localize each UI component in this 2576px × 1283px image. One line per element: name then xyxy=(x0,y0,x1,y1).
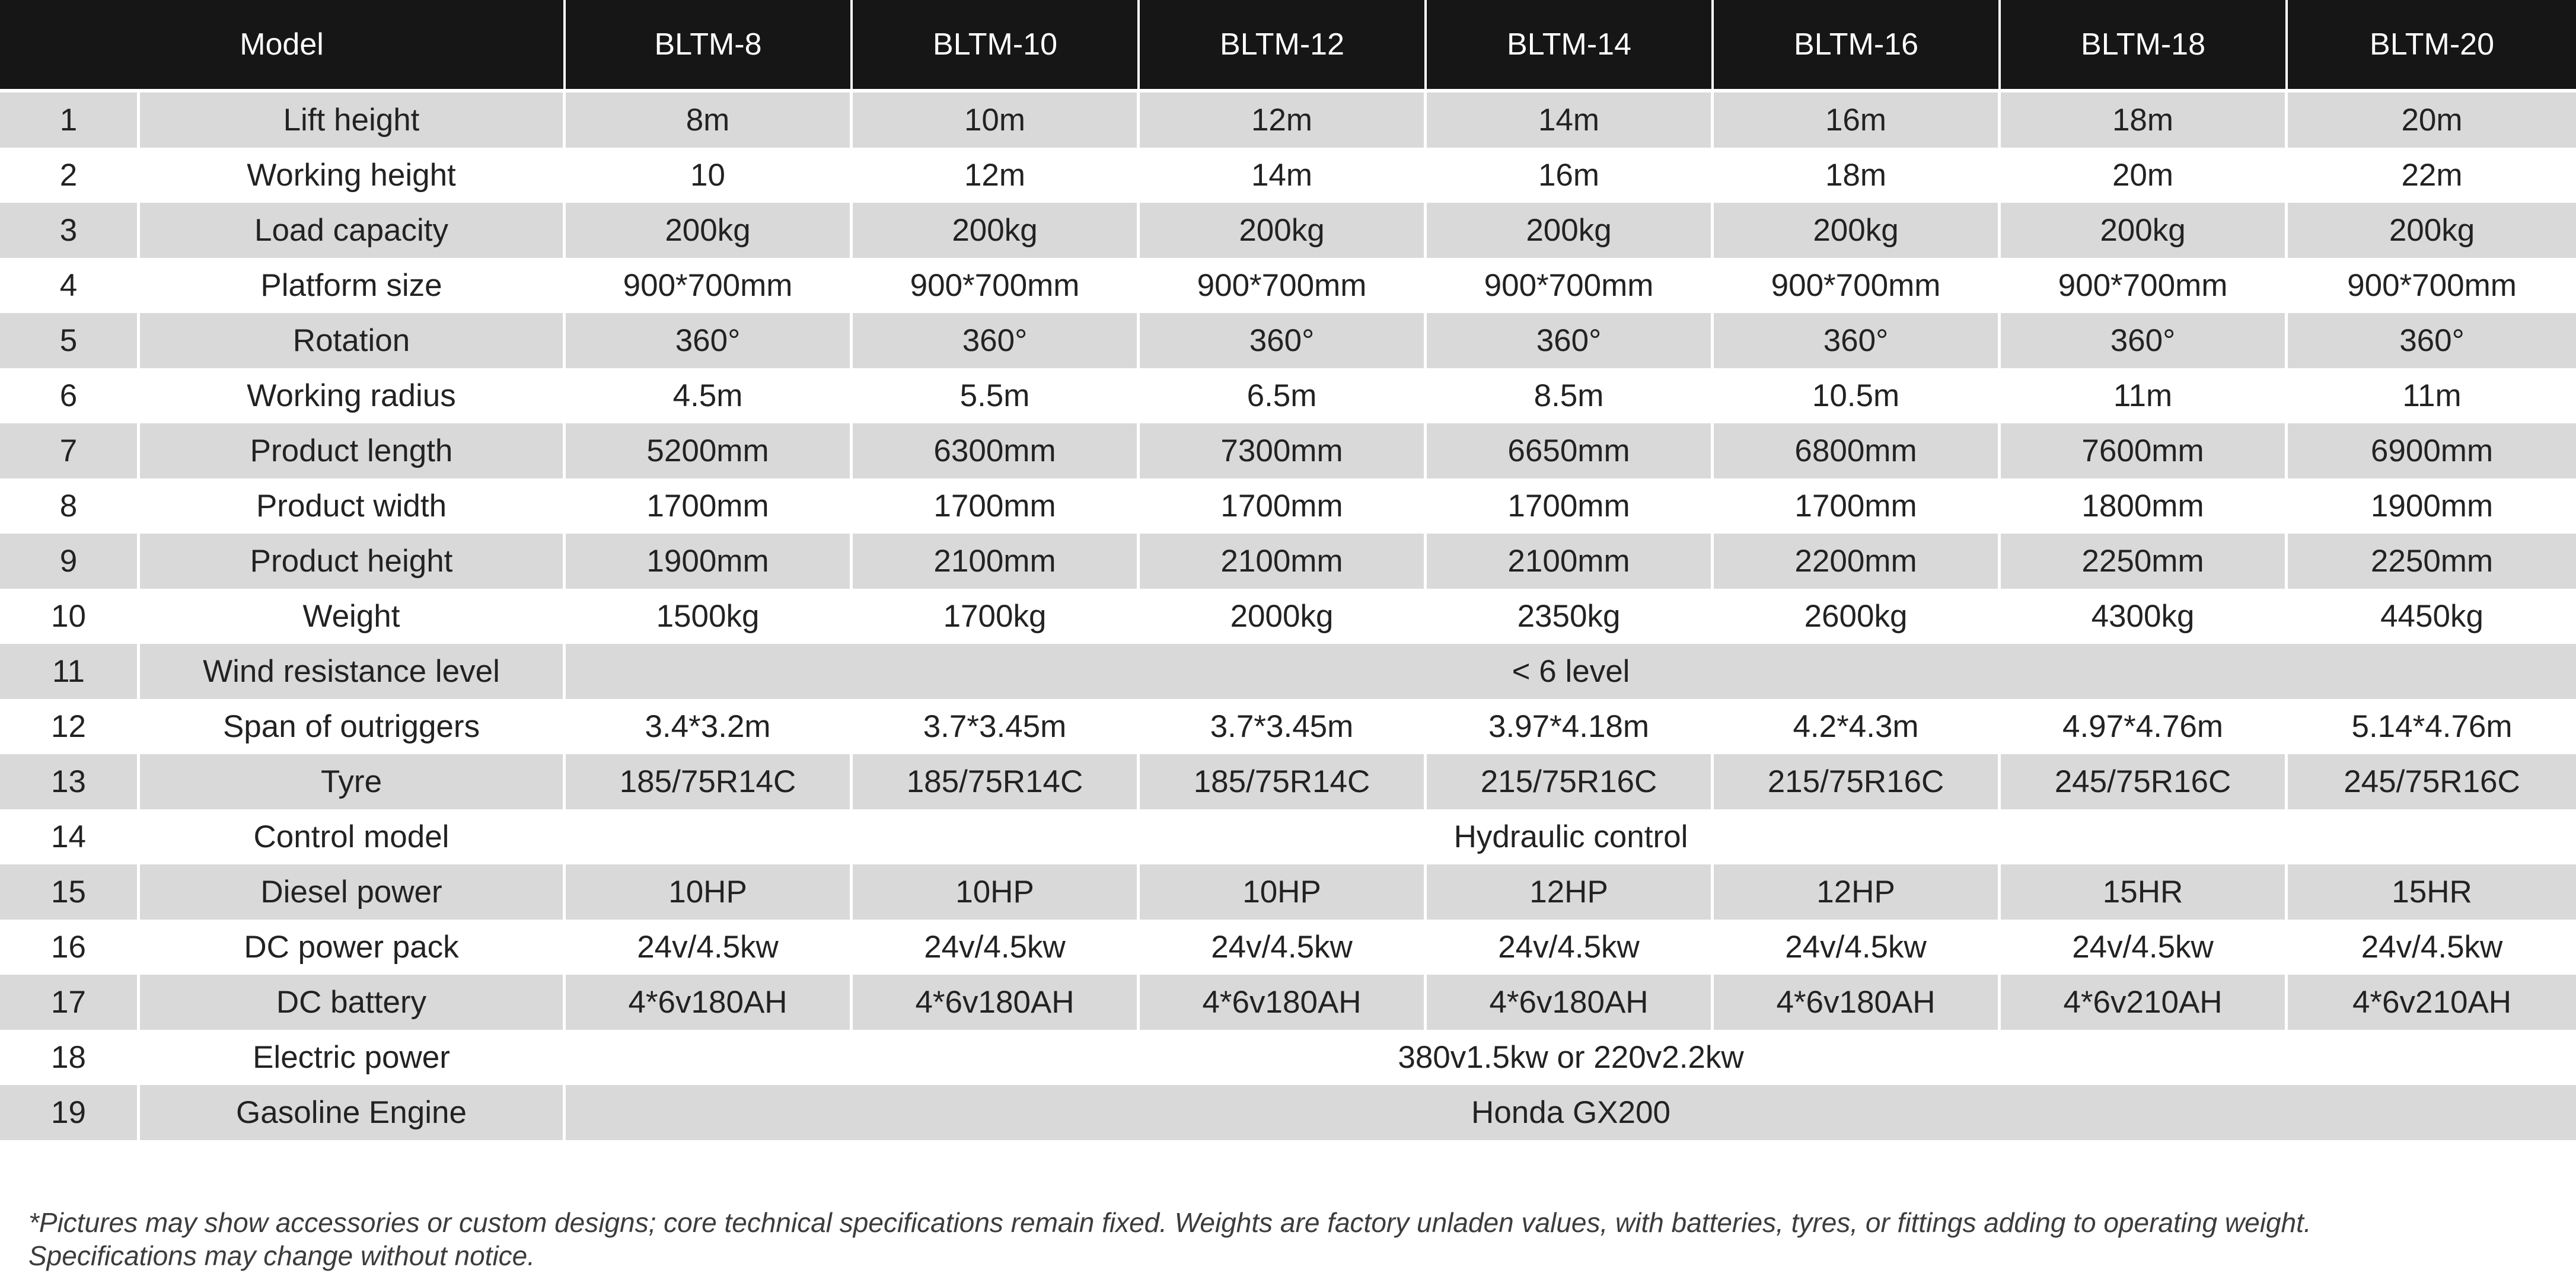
value-cell: 2600kg xyxy=(1714,589,2001,644)
value-cell: 900*700mm xyxy=(566,258,853,313)
value-cell: 1700mm xyxy=(1427,478,1714,534)
value-cell: 900*700mm xyxy=(1140,258,1427,313)
footnote-line: Specifications may change without notice. xyxy=(28,1240,535,1271)
header-row xyxy=(0,0,2576,92)
row-label: Tyre xyxy=(140,754,566,809)
row-label: DC power pack xyxy=(140,920,566,975)
value-cell: 24v/4.5kw xyxy=(2001,920,2288,975)
table-row xyxy=(0,1085,2576,1140)
value-cell: 4*6v180AH xyxy=(566,975,853,1030)
model-column-header: BLTM-10 xyxy=(853,0,1140,92)
value-cell: 12HP xyxy=(1714,864,2001,920)
row-number: 1 xyxy=(0,92,140,148)
table-row xyxy=(0,258,2576,313)
row-number: 12 xyxy=(0,699,140,754)
row-label: Product length xyxy=(140,423,566,478)
row-number: 7 xyxy=(0,423,140,478)
value-cell: 185/75R14C xyxy=(1140,754,1427,809)
value-cell: 3.7*3.45m xyxy=(853,699,1140,754)
value-cell: 4450kg xyxy=(2288,589,2576,644)
row-label: Rotation xyxy=(140,313,566,368)
value-cell: 360° xyxy=(2288,313,2576,368)
value-cell: 1900mm xyxy=(566,534,853,589)
value-cell: 5.14*4.76m xyxy=(2288,699,2576,754)
spanned-value-cell: Honda GX200 xyxy=(566,1085,2576,1140)
spanned-value-cell: Hydraulic control xyxy=(566,809,2576,864)
value-cell: 2100mm xyxy=(1140,534,1427,589)
table-row xyxy=(0,423,2576,478)
row-number: 15 xyxy=(0,864,140,920)
model-column-header: BLTM-16 xyxy=(1714,0,2001,92)
value-cell: 16m xyxy=(1714,92,2001,148)
row-label: Platform size xyxy=(140,258,566,313)
model-column-header: BLTM-14 xyxy=(1427,0,1714,92)
value-cell: 6.5m xyxy=(1140,368,1427,423)
value-cell: 4*6v180AH xyxy=(1714,975,2001,1030)
value-cell: 18m xyxy=(1714,148,2001,203)
table-row xyxy=(0,754,2576,809)
value-cell: 200kg xyxy=(1714,203,2001,258)
value-cell: 200kg xyxy=(2001,203,2288,258)
value-cell: 185/75R14C xyxy=(853,754,1140,809)
value-cell: 24v/4.5kw xyxy=(566,920,853,975)
value-cell: 1700mm xyxy=(1140,478,1427,534)
value-cell: 245/75R16C xyxy=(2288,754,2576,809)
row-number: 18 xyxy=(0,1030,140,1085)
table-row xyxy=(0,809,2576,864)
row-number: 10 xyxy=(0,589,140,644)
value-cell: 3.4*3.2m xyxy=(566,699,853,754)
value-cell: 5.5m xyxy=(853,368,1140,423)
value-cell: 15HR xyxy=(2288,864,2576,920)
row-number: 8 xyxy=(0,478,140,534)
value-cell: 24v/4.5kw xyxy=(853,920,1140,975)
value-cell: 24v/4.5kw xyxy=(2288,920,2576,975)
value-cell: 245/75R16C xyxy=(2001,754,2288,809)
value-cell: 10HP xyxy=(566,864,853,920)
value-cell: 14m xyxy=(1427,92,1714,148)
value-cell: 11m xyxy=(2288,368,2576,423)
row-label: Product width xyxy=(140,478,566,534)
value-cell: 900*700mm xyxy=(1427,258,1714,313)
row-label: Gasoline Engine xyxy=(140,1085,566,1140)
value-cell: 4300kg xyxy=(2001,589,2288,644)
table-row xyxy=(0,864,2576,920)
value-cell: 12m xyxy=(1140,92,1427,148)
value-cell: 4*6v210AH xyxy=(2288,975,2576,1030)
value-cell: 2100mm xyxy=(853,534,1140,589)
value-cell: 4.5m xyxy=(566,368,853,423)
row-number: 9 xyxy=(0,534,140,589)
value-cell: 4*6v180AH xyxy=(1140,975,1427,1030)
value-cell: 215/75R16C xyxy=(1427,754,1714,809)
model-column-header: BLTM-18 xyxy=(2001,0,2288,92)
table-row xyxy=(0,975,2576,1030)
row-number: 6 xyxy=(0,368,140,423)
value-cell: 2000kg xyxy=(1140,589,1427,644)
table-row xyxy=(0,478,2576,534)
value-cell: 6300mm xyxy=(853,423,1140,478)
value-cell: 10 xyxy=(566,148,853,203)
value-cell: 2200mm xyxy=(1714,534,2001,589)
model-column-header: BLTM-8 xyxy=(566,0,853,92)
value-cell: 1700kg xyxy=(853,589,1140,644)
value-cell: 900*700mm xyxy=(2001,258,2288,313)
value-cell: 900*700mm xyxy=(1714,258,2001,313)
value-cell: 360° xyxy=(853,313,1140,368)
spec-table-body xyxy=(0,92,2576,1140)
value-cell: 24v/4.5kw xyxy=(1140,920,1427,975)
value-cell: 215/75R16C xyxy=(1714,754,2001,809)
model-column-header: BLTM-20 xyxy=(2288,0,2576,92)
table-row xyxy=(0,92,2576,148)
value-cell: 200kg xyxy=(566,203,853,258)
value-cell: 22m xyxy=(2288,148,2576,203)
footnote-line: *Pictures may show accessories or custom designs; core technical specifications remain fixed. Weights are factory unladen values, with batteries, tyres, or fittings adding to operating weight. xyxy=(28,1207,2312,1238)
value-cell: 12m xyxy=(853,148,1140,203)
value-cell: 7600mm xyxy=(2001,423,2288,478)
row-label: Lift height xyxy=(140,92,566,148)
value-cell: 360° xyxy=(566,313,853,368)
model-header: Model xyxy=(0,0,566,92)
table-row xyxy=(0,920,2576,975)
value-cell: 1800mm xyxy=(2001,478,2288,534)
value-cell: 360° xyxy=(1714,313,2001,368)
value-cell: 24v/4.5kw xyxy=(1427,920,1714,975)
value-cell: 10.5m xyxy=(1714,368,2001,423)
value-cell: 11m xyxy=(2001,368,2288,423)
value-cell: 360° xyxy=(1427,313,1714,368)
table-row xyxy=(0,534,2576,589)
value-cell: 8.5m xyxy=(1427,368,1714,423)
value-cell: 900*700mm xyxy=(2288,258,2576,313)
table-row xyxy=(0,203,2576,258)
row-number: 19 xyxy=(0,1085,140,1140)
value-cell: 4*6v180AH xyxy=(853,975,1140,1030)
row-label: DC battery xyxy=(140,975,566,1030)
value-cell: 18m xyxy=(2001,92,2288,148)
value-cell: 2100mm xyxy=(1427,534,1714,589)
table-row xyxy=(0,644,2576,699)
row-label: Working height xyxy=(140,148,566,203)
row-label: Wind resistance level xyxy=(140,644,566,699)
value-cell: 900*700mm xyxy=(853,258,1140,313)
value-cell: 1900mm xyxy=(2288,478,2576,534)
value-cell: 2250mm xyxy=(2001,534,2288,589)
table-row xyxy=(0,313,2576,368)
value-cell: 6800mm xyxy=(1714,423,2001,478)
value-cell: 4*6v180AH xyxy=(1427,975,1714,1030)
value-cell: 3.7*3.45m xyxy=(1140,699,1427,754)
value-cell: 14m xyxy=(1140,148,1427,203)
value-cell: 200kg xyxy=(1140,203,1427,258)
table-row xyxy=(0,148,2576,203)
value-cell: 4*6v210AH xyxy=(2001,975,2288,1030)
table-row xyxy=(0,368,2576,423)
value-cell: 185/75R14C xyxy=(566,754,853,809)
row-number: 16 xyxy=(0,920,140,975)
table-row xyxy=(0,1030,2576,1085)
value-cell: 1700mm xyxy=(1714,478,2001,534)
value-cell: 1700mm xyxy=(853,478,1140,534)
value-cell: 15HR xyxy=(2001,864,2288,920)
row-label: Product height xyxy=(140,534,566,589)
value-cell: 6650mm xyxy=(1427,423,1714,478)
value-cell: 1700mm xyxy=(566,478,853,534)
value-cell: 1500kg xyxy=(566,589,853,644)
value-cell: 3.97*4.18m xyxy=(1427,699,1714,754)
value-cell: 4.97*4.76m xyxy=(2001,699,2288,754)
value-cell: 2250mm xyxy=(2288,534,2576,589)
value-cell: 20m xyxy=(2288,92,2576,148)
value-cell: 20m xyxy=(2001,148,2288,203)
table-row xyxy=(0,699,2576,754)
value-cell: 200kg xyxy=(853,203,1140,258)
value-cell: 10HP xyxy=(1140,864,1427,920)
row-number: 17 xyxy=(0,975,140,1030)
value-cell: 2350kg xyxy=(1427,589,1714,644)
row-number: 14 xyxy=(0,809,140,864)
value-cell: 200kg xyxy=(1427,203,1714,258)
value-cell: 200kg xyxy=(2288,203,2576,258)
row-label: Control model xyxy=(140,809,566,864)
value-cell: 10HP xyxy=(853,864,1140,920)
value-cell: 5200mm xyxy=(566,423,853,478)
value-cell: 24v/4.5kw xyxy=(1714,920,2001,975)
row-label: Working radius xyxy=(140,368,566,423)
value-cell: 10m xyxy=(853,92,1140,148)
row-number: 4 xyxy=(0,258,140,313)
row-number: 3 xyxy=(0,203,140,258)
row-number: 2 xyxy=(0,148,140,203)
value-cell: 12HP xyxy=(1427,864,1714,920)
footnote xyxy=(28,1206,2519,1272)
value-cell: 16m xyxy=(1427,148,1714,203)
spanned-value-cell: < 6 level xyxy=(566,644,2576,699)
row-number: 5 xyxy=(0,313,140,368)
row-number: 11 xyxy=(0,644,140,699)
value-cell: 360° xyxy=(1140,313,1427,368)
value-cell: 360° xyxy=(2001,313,2288,368)
row-label: Weight xyxy=(140,589,566,644)
model-column-header: BLTM-12 xyxy=(1140,0,1427,92)
row-label: Span of outriggers xyxy=(140,699,566,754)
value-cell: 8m xyxy=(566,92,853,148)
value-cell: 4.2*4.3m xyxy=(1714,699,2001,754)
row-label: Electric power xyxy=(140,1030,566,1085)
spanned-value-cell: 380v1.5kw or 220v2.2kw xyxy=(566,1030,2576,1085)
row-label: Load capacity xyxy=(140,203,566,258)
row-label: Diesel power xyxy=(140,864,566,920)
row-number: 13 xyxy=(0,754,140,809)
value-cell: 6900mm xyxy=(2288,423,2576,478)
value-cell: 7300mm xyxy=(1140,423,1427,478)
table-row xyxy=(0,589,2576,644)
